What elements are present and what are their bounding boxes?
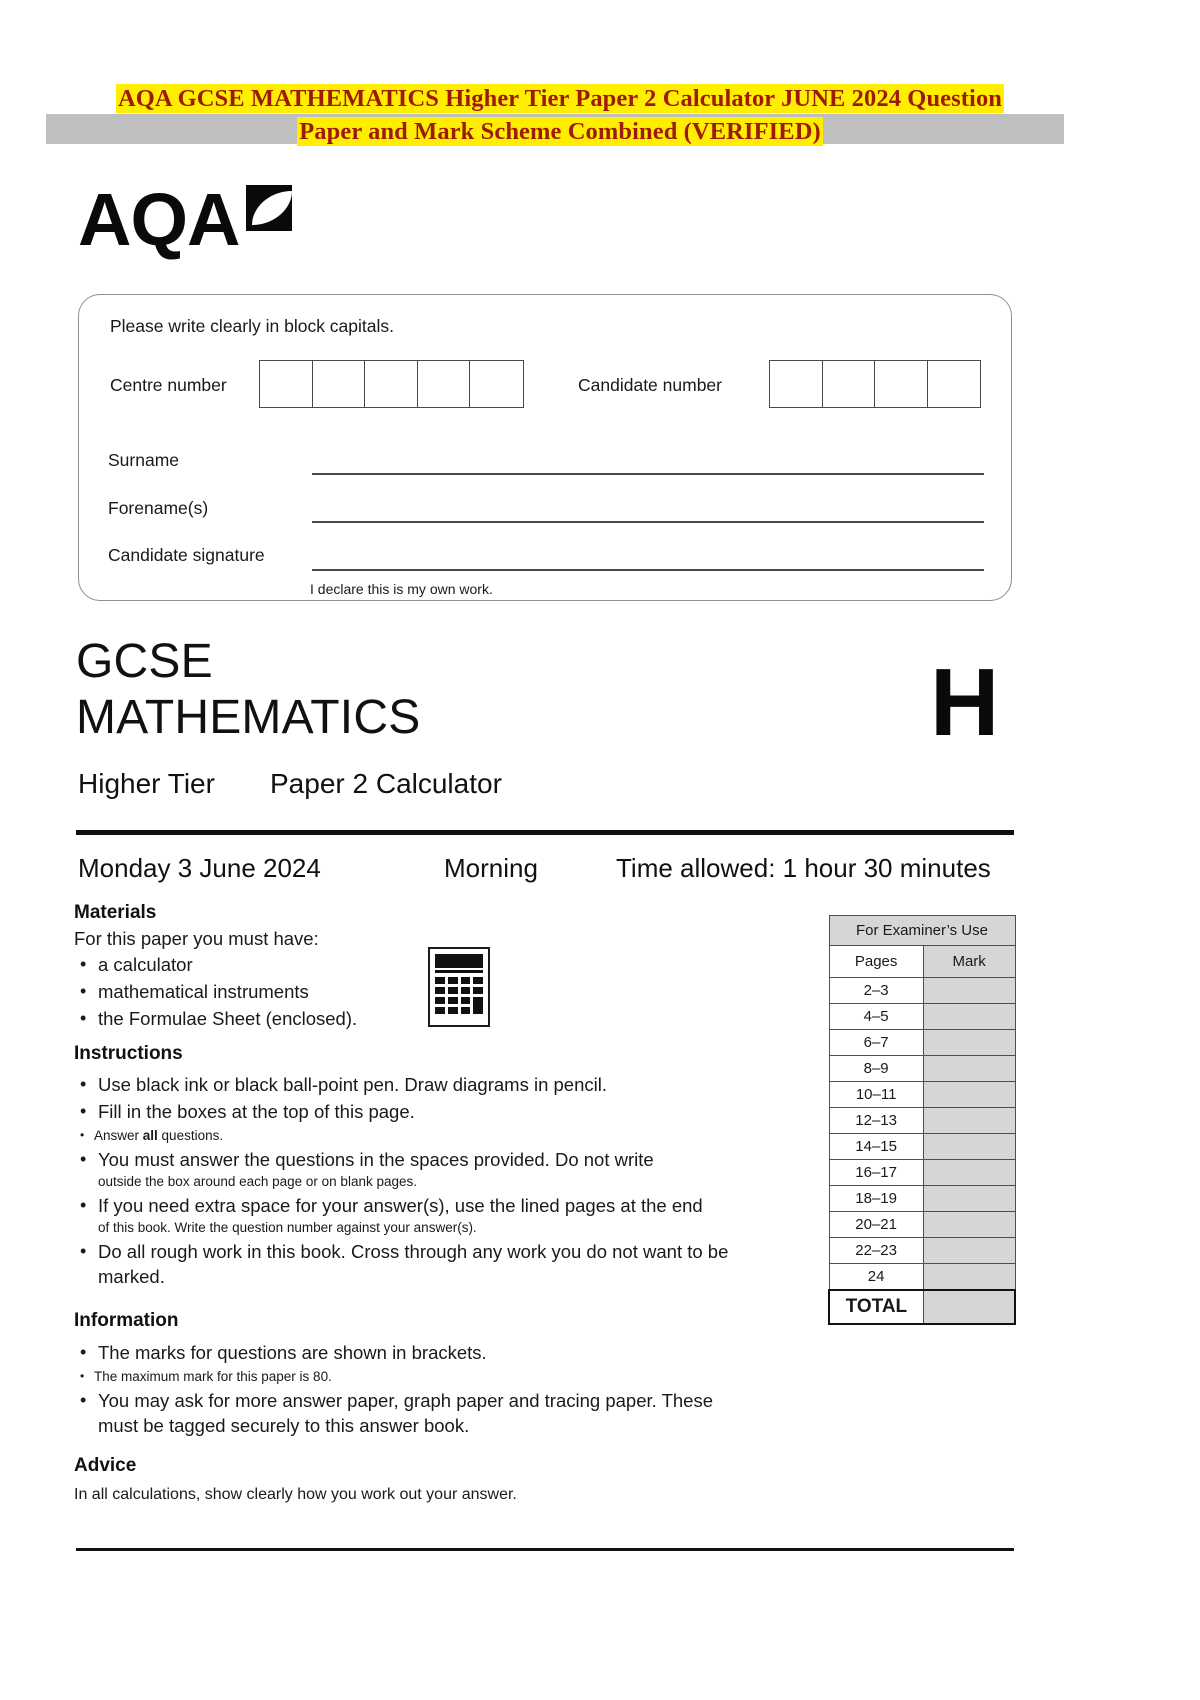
table-row	[829, 1212, 1015, 1238]
list-item: • Fill in the boxes at the top of this page.	[74, 1099, 774, 1124]
centre-number-cell[interactable]	[365, 361, 418, 407]
tier-label: Higher Tier	[78, 768, 215, 799]
candidate-number-cell[interactable]	[875, 361, 928, 407]
pages-cell: 20–21	[829, 1212, 923, 1238]
candidate-number-label: Candidate number	[578, 375, 722, 395]
table-row	[829, 1030, 1015, 1056]
mark-cell[interactable]	[923, 1264, 1015, 1291]
pages-cell: 10–11	[829, 1082, 923, 1108]
list-item-sub: outside the box around each page or on blank pages.	[98, 1174, 417, 1189]
pages-cell: 14–15	[829, 1134, 923, 1160]
subject-title: MATHEMATICS	[76, 691, 421, 744]
centre-number-label: Centre number	[110, 375, 227, 395]
pages-cell: 8–9	[829, 1056, 923, 1082]
mark-cell[interactable]	[923, 1004, 1015, 1030]
centre-number-cell[interactable]	[418, 361, 471, 407]
qualification-title: GCSE	[76, 635, 213, 688]
document-title-banner	[0, 0, 1200, 160]
mark-cell[interactable]	[923, 1186, 1015, 1212]
pages-cell: 24	[829, 1264, 923, 1291]
table-row	[829, 1056, 1015, 1082]
mark-cell[interactable]	[923, 1082, 1015, 1108]
table-row	[829, 1004, 1015, 1030]
list-item: • the Formulae Sheet (enclosed).	[74, 1006, 454, 1031]
table-row	[829, 1264, 1015, 1291]
candidate-number-cell[interactable]	[823, 361, 876, 407]
calculator-icon	[428, 947, 490, 1027]
pages-cell: 2–3	[829, 978, 923, 1004]
table-row	[829, 1134, 1015, 1160]
mark-cell[interactable]	[923, 1212, 1015, 1238]
total-mark-cell[interactable]	[923, 1290, 1015, 1324]
mark-cell[interactable]	[923, 978, 1015, 1004]
mark-cell[interactable]	[923, 1030, 1015, 1056]
calculator-screen-line	[435, 970, 483, 973]
information-list	[74, 1340, 734, 1440]
centre-number-cell[interactable]	[470, 361, 523, 407]
exam-session: Morning	[444, 853, 538, 883]
exam-date: Monday 3 June 2024	[78, 853, 321, 883]
mark-cell[interactable]	[923, 1056, 1015, 1082]
list-item: • You may ask for more answer paper, graph paper and tracing paper. These must be tagged securely to this answer book.	[74, 1388, 734, 1438]
pages-cell: 6–7	[829, 1030, 923, 1056]
mark-cell[interactable]	[923, 1238, 1015, 1264]
calculator-screen	[435, 954, 483, 968]
candidate-signature-label: Candidate signature	[108, 545, 265, 565]
mark-cell[interactable]	[923, 1108, 1015, 1134]
pages-cell: 18–19	[829, 1186, 923, 1212]
list-item: • Do all rough work in this book. Cross through any work you do not want to be marked.	[74, 1239, 774, 1289]
advice-text: In all calculations, show clearly how you work out your answer.	[74, 1486, 517, 1503]
table-row	[829, 946, 1015, 978]
list-item	[74, 1147, 774, 1191]
aqa-leaf-icon	[246, 185, 292, 231]
table-row	[829, 1160, 1015, 1186]
total-label: TOTAL	[829, 1290, 923, 1324]
list-item: • a calculator	[74, 952, 454, 977]
pages-cell: 22–23	[829, 1238, 923, 1264]
centre-number-cell[interactable]	[313, 361, 366, 407]
centre-number-input[interactable]	[259, 360, 524, 408]
forename-label: Forename(s)	[108, 498, 209, 518]
instructions-heading: Instructions	[74, 1043, 183, 1064]
banner-title-text	[60, 82, 1060, 148]
table-row	[829, 1082, 1015, 1108]
list-item: • Use black ink or black ball-point pen. Draw diagrams in pencil.	[74, 1072, 774, 1097]
examiner-use-table	[828, 915, 1016, 1325]
banner-title-line-2: Paper and Mark Scheme Combined (VERIFIED)	[299, 118, 821, 145]
block-capitals-instruction: Please write clearly in block capitals.	[110, 316, 395, 336]
exam-time-allowed: Time allowed: 1 hour 30 minutes	[616, 853, 991, 883]
centre-number-cell[interactable]	[260, 361, 313, 407]
aqa-logo-text: AQA	[78, 178, 240, 261]
list-item: • Answer all questions.	[74, 1126, 774, 1145]
calculator-keys	[435, 977, 483, 1014]
list-item: • mathematical instruments	[74, 979, 454, 1004]
surname-input[interactable]	[312, 473, 984, 475]
examiner-table-title: For Examiner’s Use	[829, 916, 1015, 946]
table-row	[829, 1186, 1015, 1212]
banner-title-line-1: AQA GCSE MATHEMATICS Higher Tier Paper 2 Calculator JUNE 2024 Question	[117, 85, 1003, 112]
list-item-main: If you need extra space for your answer(s), use the lined pages at the end	[98, 1195, 703, 1216]
list-item-main: You must answer the questions in the spaces provided. Do not write	[98, 1149, 654, 1170]
table-row	[829, 1108, 1015, 1134]
pages-cell: 12–13	[829, 1108, 923, 1134]
exam-date-line	[78, 853, 1018, 884]
table-row	[829, 978, 1015, 1004]
list-item	[74, 1193, 774, 1237]
pages-cell: 16–17	[829, 1160, 923, 1186]
instructions-list	[74, 1072, 774, 1291]
paper-label: Paper 2 Calculator	[270, 768, 502, 799]
tier-letter-badge: H	[930, 649, 1000, 756]
candidate-number-cell[interactable]	[770, 361, 823, 407]
materials-intro: For this paper you must have:	[74, 928, 319, 949]
mark-cell[interactable]	[923, 1160, 1015, 1186]
table-row	[829, 916, 1015, 946]
list-item: • The maximum mark for this paper is 80.	[74, 1367, 734, 1386]
list-item: • The marks for questions are shown in brackets.	[74, 1340, 734, 1365]
forename-input[interactable]	[312, 521, 984, 523]
materials-heading: Materials	[74, 902, 157, 923]
candidate-signature-input[interactable]	[312, 569, 984, 571]
mark-cell[interactable]	[923, 1134, 1015, 1160]
declaration-text: I declare this is my own work.	[310, 581, 493, 597]
surname-label: Surname	[108, 450, 180, 470]
information-heading: Information	[74, 1310, 179, 1331]
table-row	[829, 1238, 1015, 1264]
aqa-logo	[78, 178, 292, 261]
list-item-sub: of this book. Write the question number against your answer(s).	[98, 1220, 477, 1235]
materials-list	[74, 952, 454, 1033]
column-header-mark: Mark	[923, 946, 1015, 978]
candidate-number-cell[interactable]	[928, 361, 981, 407]
candidate-number-input[interactable]	[769, 360, 981, 408]
column-header-pages: Pages	[829, 946, 923, 978]
title-divider	[76, 830, 1014, 835]
table-row-total	[829, 1290, 1015, 1324]
advice-heading: Advice	[74, 1455, 137, 1476]
pages-cell: 4–5	[829, 1004, 923, 1030]
footer-divider	[76, 1548, 1014, 1551]
